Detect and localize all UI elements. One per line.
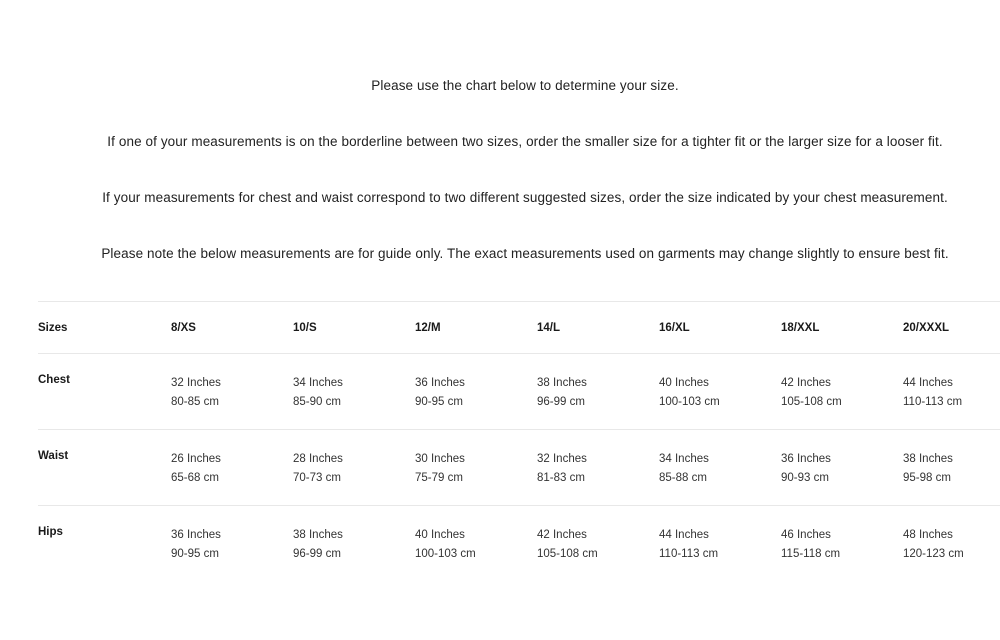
cm-value: 105-108 cm: [537, 548, 598, 560]
cm-value: 110-113 cm: [659, 548, 719, 560]
cm-value: 85-90 cm: [293, 396, 341, 408]
header-size: 10/S: [293, 321, 317, 334]
cm-value: 80-85 cm: [171, 396, 219, 408]
table-cell: [171, 354, 293, 430]
cm-value: 70-73 cm: [293, 472, 341, 484]
inches-value: 34 Inches: [293, 377, 343, 389]
cm-value: 100-103 cm: [659, 396, 720, 408]
inches-value: 32 Inches: [171, 377, 221, 389]
cm-value: 90-95 cm: [415, 396, 463, 408]
table-row-chest: [38, 354, 1000, 430]
table-cell: [415, 430, 537, 506]
intro-text-borderline: If one of your measurements is on the borderline between two sizes, order the smaller size for a tighter fit or the larger size for a looser fit.: [107, 134, 943, 149]
table-row-waist: [38, 430, 1000, 506]
table-header-row: [38, 302, 1000, 354]
inches-value: 36 Inches: [781, 453, 831, 465]
table-cell: [293, 506, 415, 574]
cm-value: 81-83 cm: [537, 472, 585, 484]
cm-value: 100-103 cm: [415, 548, 476, 560]
table-cell: [781, 430, 903, 506]
header-size: 14/L: [537, 321, 561, 334]
inches-value: 32 Inches: [537, 453, 587, 465]
inches-value: 28 Inches: [293, 453, 343, 465]
table-cell: [903, 354, 1000, 430]
inches-value: 34 Inches: [659, 453, 709, 465]
inches-value: 42 Inches: [537, 529, 587, 541]
cm-value: 105-108 cm: [781, 396, 842, 408]
header-size: 20/XXXL: [903, 321, 950, 334]
table-cell: [659, 430, 781, 506]
row-label: Waist: [38, 450, 69, 462]
table-cell: [171, 430, 293, 506]
inches-value: 46 Inches: [781, 529, 831, 541]
cm-value: 90-95 cm: [171, 548, 219, 560]
size-chart-table: [38, 301, 1000, 574]
inches-value: 36 Inches: [171, 529, 221, 541]
inches-value: 26 Inches: [171, 453, 221, 465]
inches-value: 40 Inches: [415, 529, 465, 541]
header-size: 18/XXL: [781, 321, 820, 334]
cm-value: 96-99 cm: [293, 548, 341, 560]
cm-value: 110-113 cm: [903, 396, 963, 408]
inches-value: 38 Inches: [903, 453, 953, 465]
header-size: 12/M: [415, 321, 441, 334]
table-cell: [293, 430, 415, 506]
table-cell: [903, 430, 1000, 506]
inches-value: 30 Inches: [415, 453, 465, 465]
row-label: Chest: [38, 374, 70, 386]
cm-value: 120-123 cm: [903, 548, 964, 560]
table-cell: [903, 506, 1000, 574]
cm-value: 96-99 cm: [537, 396, 585, 408]
intro-text-chart: Please use the chart below to determine your size.: [371, 78, 679, 93]
header-size: 8/XS: [171, 321, 196, 334]
table-cell: [659, 354, 781, 430]
inches-value: 42 Inches: [781, 377, 831, 389]
inches-value: 36 Inches: [415, 377, 465, 389]
table-cell: [415, 354, 537, 430]
intro-text-guide-note: Please note the below measurements are for guide only. The exact measurements used on garments may change slightly to ensure best fit.: [101, 246, 949, 261]
table-cell: [659, 506, 781, 574]
table-cell: [537, 354, 659, 430]
row-label: Hips: [38, 526, 63, 538]
inches-value: 48 Inches: [903, 529, 953, 541]
intro-text-chest-waist: If your measurements for chest and waist correspond to two different suggested sizes, order the size indicated by your chest measurement.: [102, 190, 948, 205]
table-row-hips: [38, 506, 1000, 574]
inches-value: 40 Inches: [659, 377, 709, 389]
table-cell: [293, 354, 415, 430]
cm-value: 85-88 cm: [659, 472, 707, 484]
header-size: 16/XL: [659, 321, 690, 334]
inches-value: 44 Inches: [659, 529, 709, 541]
table-cell: [537, 430, 659, 506]
table-cell: [415, 506, 537, 574]
cm-value: 90-93 cm: [781, 472, 829, 484]
table-cell: [537, 506, 659, 574]
inches-value: 44 Inches: [903, 377, 953, 389]
cm-value: 95-98 cm: [903, 472, 951, 484]
header-sizes-label: Sizes: [38, 321, 68, 334]
table-cell: [171, 506, 293, 574]
cm-value: 65-68 cm: [171, 472, 219, 484]
inches-value: 38 Inches: [293, 529, 343, 541]
table-cell: [781, 506, 903, 574]
table-cell: [781, 354, 903, 430]
cm-value: 75-79 cm: [415, 472, 463, 484]
cm-value: 115-118 cm: [781, 548, 841, 560]
inches-value: 38 Inches: [537, 377, 587, 389]
